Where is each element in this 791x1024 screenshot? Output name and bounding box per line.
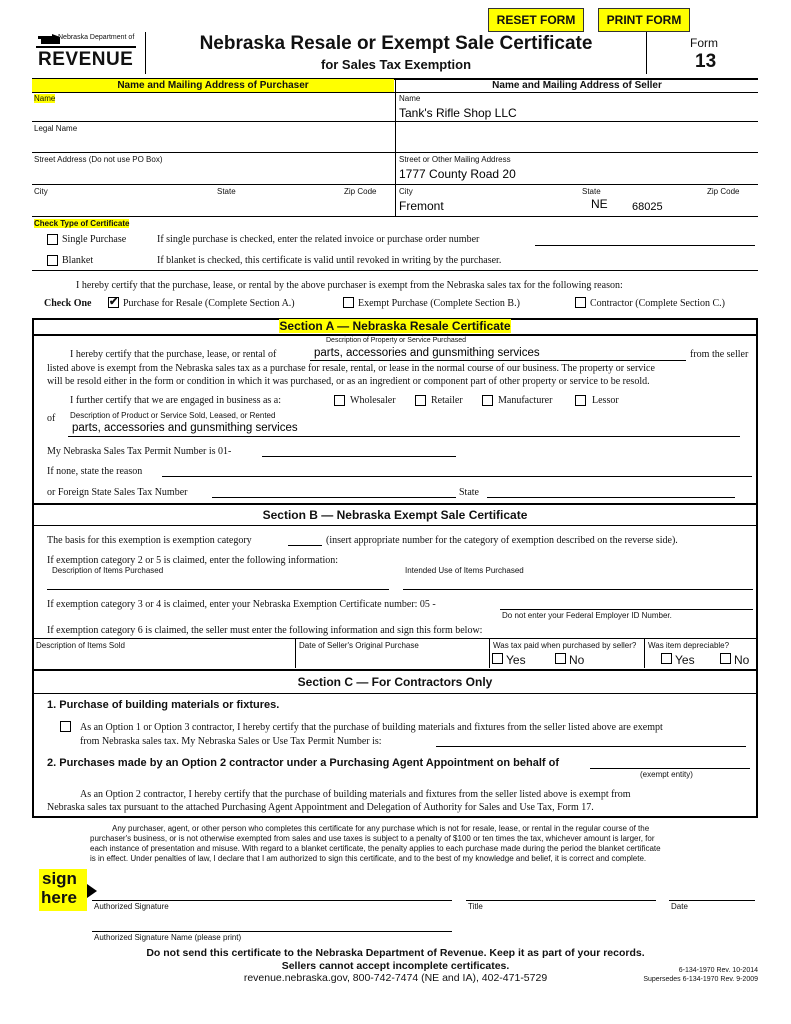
date-label: Date: [671, 902, 688, 911]
wholesaler-label: Wholesaler: [350, 395, 396, 406]
date-input[interactable]: [669, 885, 755, 900]
blanket-text: If blanket is checked, this certificate is valid until revoked in writing by the purchaser.: [157, 255, 502, 266]
section-a-line1-start: I hereby certify that the purchase, lease, or rental of: [70, 349, 277, 360]
permit-text: My Nebraska Sales Tax Permit Number is 01-: [47, 446, 232, 457]
title-label: Title: [468, 902, 483, 911]
exempt-entity-label: (exempt entity): [640, 770, 693, 779]
section-a-line2: listed above is exempt from the Nebraska sales tax as a purchase for resale, rental, or lease in the normal course of our business. The property or service: [47, 363, 655, 374]
resale-option-label: Purchase for Resale (Complete Section A.): [123, 298, 295, 309]
seller-name-input[interactable]: Tank's Rifle Shop LLC: [399, 106, 517, 120]
purchaser-street-input[interactable]: [34, 165, 392, 181]
form-title: Nebraska Resale or Exempt Sale Certificate: [199, 33, 593, 54]
invoice-number-input[interactable]: [535, 232, 755, 245]
legal-line3: each instance of presentation and misuse. With regard to a blanket certificate, the penalty applies to each purchase made during the period the blanket certificate: [90, 844, 661, 853]
seller-city-label: City: [399, 187, 413, 196]
depreciable-yes-checkbox[interactable]: [661, 653, 672, 664]
purchaser-zip-label: Zip Code: [344, 187, 377, 196]
single-purchase-text: If single purchase is checked, enter the related invoice or purchase order number: [157, 234, 480, 245]
nebraska-map-icon: [38, 34, 60, 44]
purchaser-legal-name-input[interactable]: [34, 134, 392, 150]
section-c-item2-title: 2. Purchases made by an Option 2 contractor under a Purchasing Agent Appointment on behalf of: [47, 757, 559, 769]
seller-state-input[interactable]: NE: [591, 197, 608, 211]
legal-line2: purchaser's business, or is not otherwise exempted from sales and use taxes is subject to a penalty of $100 or ten times the tax, whichever amount is larger, for: [90, 834, 655, 843]
manufacturer-checkbox[interactable]: [482, 395, 493, 406]
exempt-checkbox[interactable]: [343, 297, 354, 308]
print-name-label: Authorized Signature Name (please print): [94, 933, 242, 942]
dept-line: Nebraska Department of: [58, 34, 135, 41]
col-tax-paid: Was tax paid when purchased by seller?: [493, 641, 637, 650]
depreciable-no-checkbox[interactable]: [720, 653, 731, 664]
cat6-text: If exemption category 6 is claimed, the seller must enter the following information and sign this form below:: [47, 625, 483, 636]
items-purchased-input[interactable]: [47, 575, 389, 588]
blanket-checkbox[interactable]: [47, 255, 58, 266]
purchaser-state-label: State: [217, 187, 236, 196]
print-form-button[interactable]: PRINT FORM: [598, 8, 690, 32]
exempt-option-label: Exempt Purchase (Complete Section B.): [358, 298, 520, 309]
product-label: Description of Product or Service Sold, Leased, or Rented: [70, 411, 276, 420]
check-one-label: Check One: [44, 298, 92, 309]
resale-checkbox[interactable]: ✔: [109, 296, 119, 308]
col-depreciable: Was item depreciable?: [648, 641, 730, 650]
option1-3-checkbox[interactable]: [60, 721, 71, 732]
intended-use-label: Intended Use of Items Purchased: [405, 566, 524, 575]
seller-street-input[interactable]: 1777 County Road 20: [399, 167, 516, 181]
dept-name: REVENUE: [38, 49, 134, 70]
contractor-checkbox[interactable]: [575, 297, 586, 308]
certify-text: I hereby certify that the purchase, lease, or rental by the above purchaser is exempt from the Nebraska sales tax for the following reason:: [76, 280, 623, 291]
footer-line3: revenue.nebraska.gov, 800-742-7474 (NE and IA), 402-471-5729: [243, 972, 548, 984]
lessor-label: Lessor: [592, 395, 619, 406]
reset-form-button[interactable]: RESET FORM: [488, 8, 584, 32]
original-purchase-date-input[interactable]: [299, 651, 485, 666]
of-label: of: [47, 413, 56, 424]
depreciable-no-label: No: [734, 653, 750, 667]
tax-paid-no-checkbox[interactable]: [555, 653, 566, 664]
seller-street-label: Street or Other Mailing Address: [399, 155, 511, 164]
seller-city-input[interactable]: Fremont: [399, 199, 444, 213]
manufacturer-label: Manufacturer: [498, 395, 553, 406]
supersedes-note: Supersedes 6-134-1970 Rev. 9-2009: [643, 976, 758, 983]
seller-heading: Name and Mailing Address of Seller: [492, 80, 662, 91]
item1-line2: from Nebraska sales tax. My Nebraska Sales or Use Tax Permit Number is:: [80, 736, 382, 747]
retailer-label: Retailer: [431, 395, 463, 406]
exemption-category-input[interactable]: [288, 532, 322, 545]
section-b-title: Section B — Nebraska Exempt Sale Certificate: [262, 508, 528, 522]
exempt-entity-input[interactable]: [590, 755, 750, 768]
single-purchase-checkbox[interactable]: [47, 234, 58, 245]
purchaser-zip-input[interactable]: [335, 198, 393, 214]
permit-number-input[interactable]: [262, 443, 456, 456]
seller-zip-label: Zip Code: [707, 187, 740, 196]
section-a-line3: will be resold either in the form or condition in which it was purchased, or as an ingredient or component part of other property or service to be resold.: [47, 376, 650, 387]
item1-line1: As an Option 1 or Option 3 contractor, I hereby certify that the purchase of building materials and fixtures from the seller listed above are exempt: [80, 722, 663, 733]
foreign-state-input[interactable]: [487, 484, 735, 497]
wholesaler-checkbox[interactable]: [334, 395, 345, 406]
section-a-business-text: I further certify that we are engaged in business as a:: [70, 395, 282, 406]
seller-zip-input[interactable]: 68025: [632, 201, 663, 213]
revision-number: 6-134-1970 Rev. 10-2014: [678, 967, 758, 974]
section-c-title: Section C — For Contractors Only: [297, 675, 493, 689]
cat34-text: If exemption category 3 or 4 is claimed, enter your Nebraska Exemption Certificate number: 05 -: [47, 599, 436, 610]
form-label: Form: [690, 36, 718, 50]
contractor-option-label: Contractor (Complete Section C.): [590, 298, 725, 309]
footer-line1: Do not send this certificate to the Nebraska Department of Revenue. Keep it as part of your records.: [146, 947, 645, 959]
seller-state-label: State: [582, 187, 601, 196]
tax-paid-yes-checkbox[interactable]: [492, 653, 503, 664]
legal-line4: is in effect. Under penalties of law, I declare that I am authorized to sign this certificate, and to the best of my knowledge and belief, it is correct and complete.: [90, 854, 647, 863]
retailer-checkbox[interactable]: [415, 395, 426, 406]
signature-input[interactable]: [92, 885, 452, 900]
tax-paid-yes-label: Yes: [506, 653, 526, 667]
purchaser-state-input[interactable]: [217, 198, 327, 214]
sign-here-badge: sign here: [39, 869, 87, 911]
foreign-state-text: State: [459, 487, 479, 498]
section-a-title: Section A — Nebraska Resale Certificate: [279, 319, 511, 333]
purchaser-city-label: City: [34, 187, 48, 196]
product-description-input[interactable]: parts, accessories and gunsmithing services: [72, 422, 298, 434]
section-a-description-input[interactable]: parts, accessories and gunsmithing services: [314, 347, 540, 359]
revenue-logo: [36, 32, 136, 72]
basis-end-text: (insert appropriate number for the category of exemption described on the reverse side).: [326, 535, 678, 546]
foreign-tax-text: or Foreign State Sales Tax Number: [47, 487, 188, 498]
seller-name-label: Name: [399, 94, 421, 103]
purchaser-name-input[interactable]: [34, 104, 392, 120]
col-items-sold: Description of Items Sold: [36, 641, 125, 650]
col-date-purchase: Date of Seller's Original Purchase: [299, 641, 419, 650]
tax-paid-no-label: No: [569, 653, 585, 667]
fein-note: Do not enter your Federal Employer ID Number.: [502, 611, 672, 620]
purchaser-heading: Name and Mailing Address of Purchaser: [32, 79, 394, 92]
depreciable-yes-label: Yes: [675, 653, 695, 667]
section-a-desc-label: Description of Property or Service Purchased: [326, 337, 467, 344]
purchaser-city-input[interactable]: [34, 198, 204, 214]
exemption-certificate-input[interactable]: [500, 596, 753, 609]
blanket-label: Blanket: [62, 255, 94, 266]
lessor-checkbox[interactable]: [575, 395, 586, 406]
print-name-input[interactable]: [92, 916, 452, 931]
single-purchase-label: Single Purchase: [62, 234, 127, 245]
section-a-line1-end: from the seller: [690, 349, 749, 360]
cat25-text: If exemption category 2 or 5 is claimed, enter the following information:: [47, 555, 339, 566]
section-c-item1-title: 1. Purchase of building materials or fixtures.: [47, 699, 280, 711]
items-purchased-label: Description of Items Purchased: [52, 566, 164, 575]
purchaser-name-label: Name: [34, 94, 56, 103]
form-subtitle: for Sales Tax Exemption: [320, 57, 472, 72]
title-input[interactable]: [466, 885, 656, 900]
intended-use-input[interactable]: [403, 575, 753, 588]
footer-line2: Sellers cannot accept incomplete certificates.: [281, 960, 510, 972]
none-reason-text: If none, state the reason: [47, 466, 143, 477]
form-number: 13: [695, 51, 717, 72]
legal-line1: Any purchaser, agent, or other person who completes this certificate for any purchase which is not for resale, lease, or rental in the regular course of the: [112, 824, 650, 833]
basis-text: The basis for this exemption is exemption category: [47, 535, 252, 546]
item2-line2: Nebraska sales tax pursuant to the attached Purchasing Agent Appointment and Delegation of Authority for Sales and Use Tax, Form 17.: [47, 802, 594, 813]
purchaser-street-label: Street Address (Do not use PO Box): [34, 155, 163, 164]
item2-line1: As an Option 2 contractor, I hereby certify that the purchase of building materials and fixtures from the seller listed above is exempt from: [80, 789, 631, 800]
purchaser-legal-name-label: Legal Name: [34, 124, 78, 133]
signature-label: Authorized Signature: [94, 902, 169, 911]
cert-type-heading: Check Type of Certificate: [34, 219, 130, 228]
foreign-tax-input[interactable]: [212, 484, 456, 497]
none-reason-input[interactable]: [162, 463, 752, 476]
items-sold-input[interactable]: [36, 651, 291, 666]
contractor-permit-input[interactable]: [436, 733, 746, 746]
